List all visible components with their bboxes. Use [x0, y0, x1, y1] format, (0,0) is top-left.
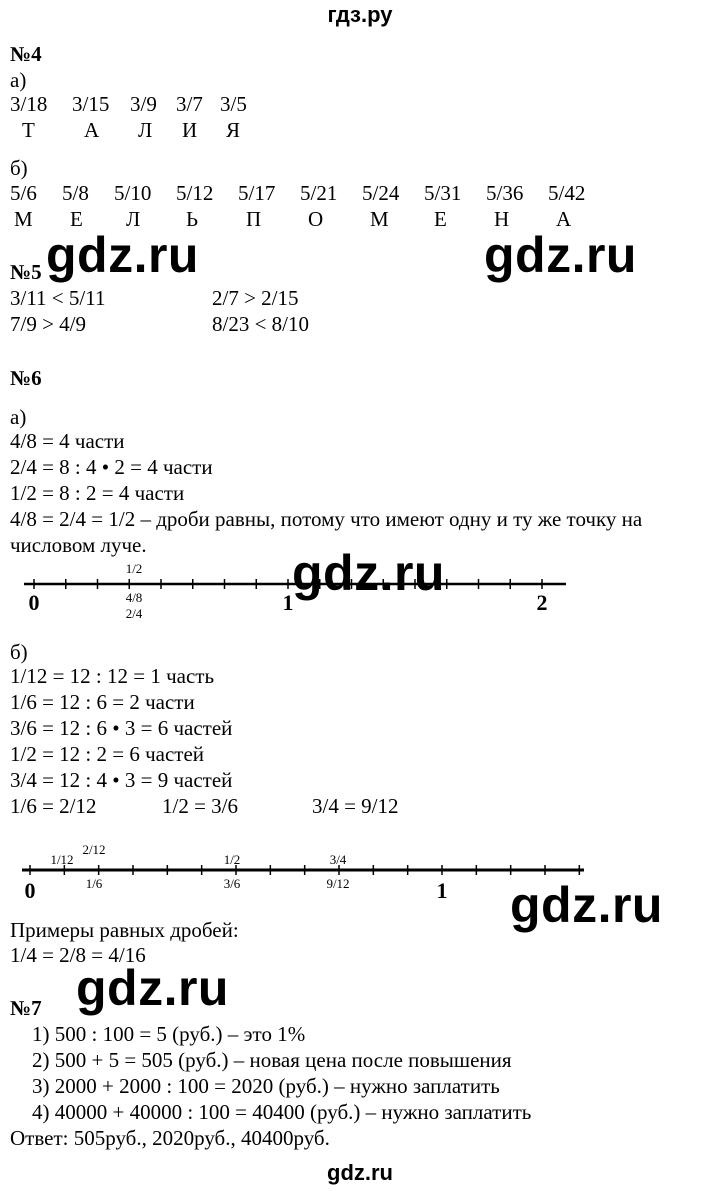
axis-label-top: 3/4 [329, 852, 347, 867]
task-4-title: №4 [10, 42, 42, 66]
fraction: 5/17 [238, 181, 276, 205]
equality: 3/4 = 9/12 [312, 794, 399, 818]
fraction: 5/12 [176, 181, 214, 205]
answer-line: Ответ: 505руб., 2020руб., 40400руб. [10, 1126, 330, 1150]
axis-label-bottom: 2/4 [125, 606, 143, 621]
comparison: 2/7 > 2/15 [212, 286, 299, 310]
letter: Л [138, 118, 153, 142]
axis-label-top: 1/2 [125, 561, 143, 576]
letter: Е [70, 207, 83, 231]
solution-line: 2) 500 + 5 = 505 (руб.) – новая цена после повышения [32, 1048, 512, 1072]
task-4b-label: б) [10, 156, 28, 180]
axis-label-bottom: 9/12 [326, 876, 350, 891]
fraction: 3/18 [10, 92, 48, 116]
site-header: гдз.ру [327, 2, 393, 27]
fraction: 5/8 [62, 181, 89, 205]
letter: И [182, 118, 198, 142]
axis-label-top: 1/12 [50, 852, 74, 867]
watermark-logo: gdz.ru [484, 227, 637, 283]
task-5-title: №5 [10, 260, 42, 284]
task-6a-label: а) [10, 405, 27, 429]
solution-line: 3/6 = 12 : 6 • 3 = 6 частей [10, 716, 233, 740]
watermark-logo: gdz.ru [292, 545, 445, 601]
watermark-logo: gdz.ru [76, 960, 229, 1016]
fraction: 5/42 [548, 181, 586, 205]
solution-line: 1) 500 : 100 = 5 (руб.) – это 1% [32, 1022, 306, 1046]
fraction: 3/5 [220, 92, 247, 116]
comparison: 8/23 < 8/10 [212, 312, 310, 336]
task-7-title: №7 [10, 996, 42, 1020]
solution-line: 4/8 = 2/4 = 1/2 – дроби равны, потому что имеют одну и ту же точку на [10, 507, 643, 531]
letter: Н [494, 207, 510, 231]
comparison: 7/9 > 4/9 [10, 312, 87, 336]
axis-end-label: 2 [536, 590, 548, 615]
examples-title: Примеры равных дробей: [10, 918, 239, 942]
axis-label-bottom: 3/6 [223, 876, 241, 891]
solution-line: 1/2 = 8 : 2 = 4 части [10, 481, 185, 505]
task-6-title: №6 [10, 366, 42, 390]
task-4a-fractions [10, 92, 710, 116]
letter: А [556, 207, 572, 231]
axis-label-top: 2/12 [82, 842, 106, 857]
letter: Я [226, 118, 241, 142]
equality: 1/6 = 2/12 [10, 794, 97, 818]
letter: М [14, 207, 33, 231]
axis-end-label: 0 [24, 878, 36, 903]
solution-line: числовом луче. [10, 533, 147, 557]
axis-end-label: 1 [436, 878, 448, 903]
letter: О [308, 207, 324, 231]
task-4a-letters [10, 118, 710, 142]
fraction: 5/31 [424, 181, 462, 205]
task-4a-label: а) [10, 68, 27, 92]
solution-line: 1/12 = 12 : 12 = 1 часть [10, 664, 215, 688]
task-6b-label: б) [10, 640, 28, 664]
solution-line: 1/2 = 12 : 2 = 6 частей [10, 742, 205, 766]
fraction: 5/36 [486, 181, 524, 205]
watermark-logo: gdz.ru [510, 877, 663, 933]
letter: Т [22, 118, 35, 142]
fraction: 5/6 [10, 181, 37, 205]
task-4b-fractions [10, 181, 710, 205]
axis-end-label: 0 [28, 590, 40, 615]
watermark-logo: gdz.ru [46, 227, 199, 283]
solution-line: 1/6 = 12 : 6 = 2 части [10, 690, 195, 714]
letter: П [246, 207, 262, 231]
axis-label-top: 1/2 [223, 852, 241, 867]
letter: А [84, 118, 100, 142]
solution-line: 3) 2000 + 2000 : 100 = 2020 (руб.) – нужно заплатить [32, 1074, 500, 1098]
fraction: 5/21 [300, 181, 338, 205]
fraction: 5/24 [362, 181, 400, 205]
fraction: 5/10 [114, 181, 152, 205]
letter: Л [126, 207, 141, 231]
solution-line: 2/4 = 8 : 4 • 2 = 4 части [10, 455, 213, 479]
fraction: 3/9 [130, 92, 157, 116]
solution-line: 3/4 = 12 : 4 • 3 = 9 частей [10, 768, 233, 792]
letter: М [370, 207, 389, 231]
letter: Ь [186, 207, 199, 231]
solution-line: 4) 40000 + 40000 : 100 = 40400 (руб.) – нужно заплатить [32, 1100, 532, 1124]
axis-end-label: 1 [282, 590, 294, 615]
solution-line: 4/8 = 4 части [10, 429, 125, 453]
fraction: 3/7 [176, 92, 203, 116]
axis-label-bottom: 4/8 [125, 590, 143, 605]
equality: 1/2 = 3/6 [162, 794, 239, 818]
site-footer: gdz.ru [327, 1160, 393, 1185]
fraction: 3/15 [72, 92, 110, 116]
axis-label-bottom: 1/6 [85, 876, 103, 891]
comparison: 3/11 < 5/11 [10, 286, 106, 310]
letter: Е [434, 207, 447, 231]
examples-line: 1/4 = 2/8 = 4/16 [10, 943, 146, 967]
